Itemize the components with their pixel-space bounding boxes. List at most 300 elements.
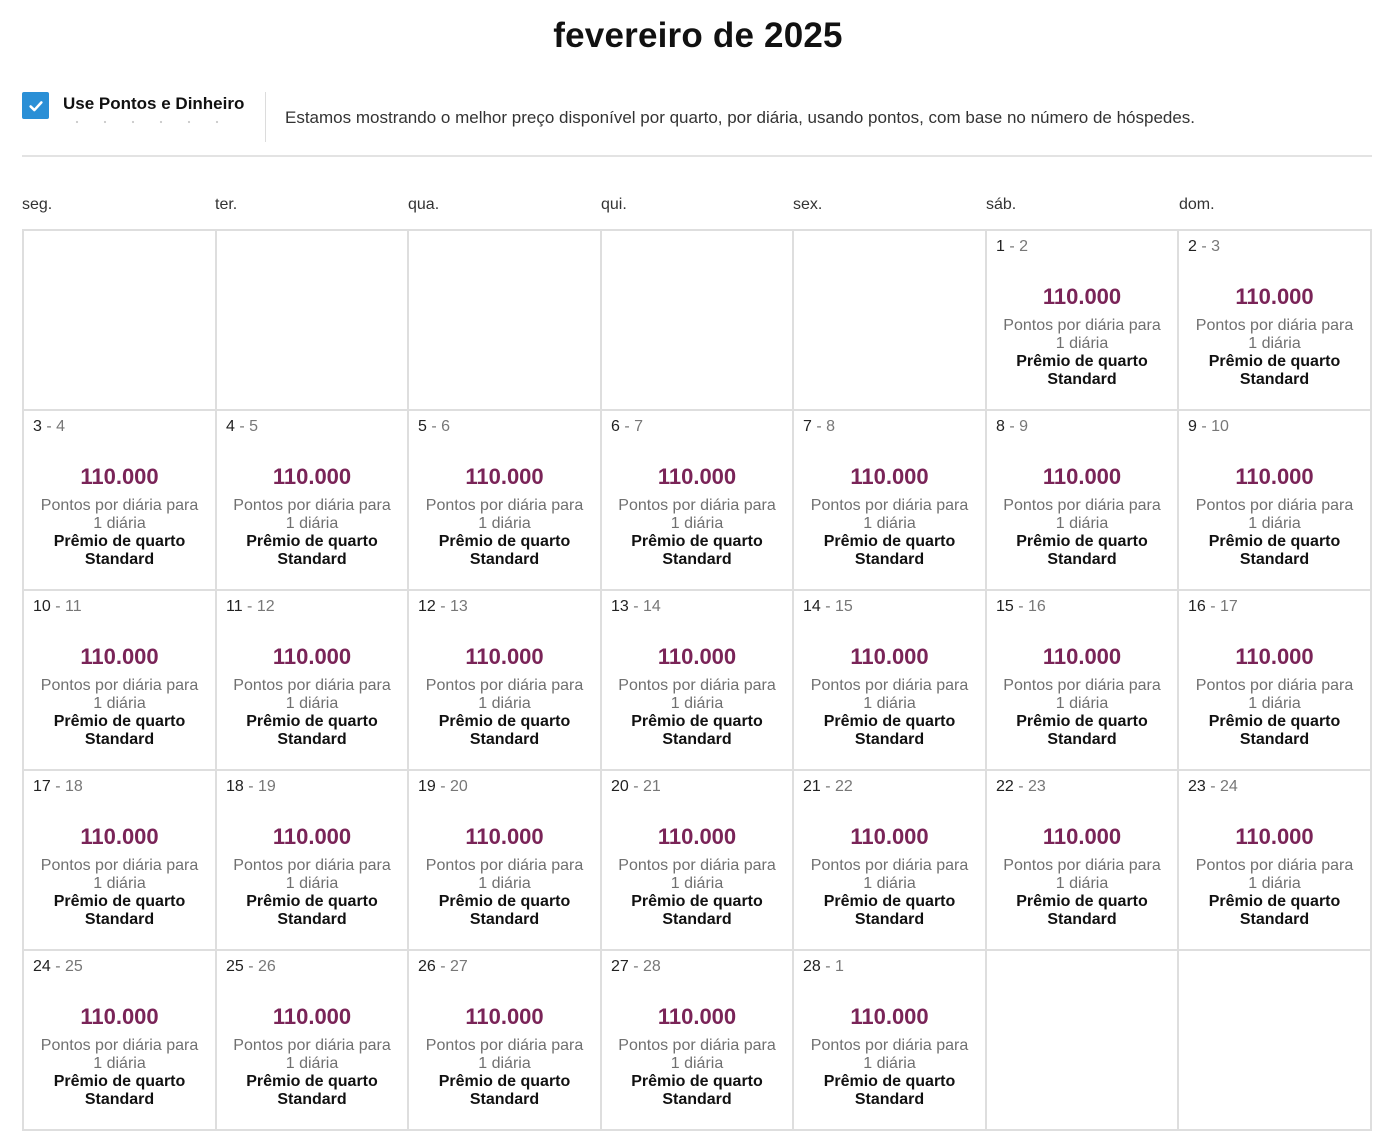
nights-label: 1 diária	[93, 515, 146, 532]
room-type-line-1: Prêmio de quarto	[1208, 713, 1341, 730]
price-info-text: Estamos mostrando o melhor preço disponível por quarto, por diária, usando pontos, com base no número de hóspedes.	[285, 108, 1196, 127]
calendar-day-cell[interactable]	[1179, 231, 1372, 411]
room-type	[1179, 353, 1370, 389]
checkout-day: 8	[826, 418, 836, 435]
date-range	[996, 778, 1046, 796]
room-type-line-1: Prêmio de quarto	[631, 1073, 763, 1090]
points-per-night-label: Pontos por diária para	[425, 677, 584, 694]
calendar-day-cell[interactable]	[217, 771, 409, 951]
checkin-day: 9	[1188, 418, 1197, 435]
checkin-day: 2	[1188, 238, 1197, 255]
points-description	[409, 1037, 600, 1073]
date-separator: -	[1013, 598, 1029, 615]
nights-label: 1 diária	[478, 875, 531, 892]
room-type-line-1: Prêmio de quarto	[823, 533, 956, 550]
points-price: 110.000	[657, 1004, 737, 1029]
calendar-empty-cell	[217, 231, 409, 411]
weekday-header-row	[22, 196, 1372, 218]
room-type	[217, 533, 407, 569]
points-per-night-label: Pontos por diária para	[1195, 497, 1354, 514]
date-separator: -	[243, 778, 259, 795]
checkin-day: 17	[33, 778, 51, 795]
points-description	[602, 1037, 792, 1073]
checkin-day: 14	[803, 598, 821, 615]
checkin-day: 27	[611, 958, 629, 975]
checkin-day: 5	[418, 418, 427, 435]
checkin-day: 6	[611, 418, 620, 435]
date-range	[1188, 238, 1220, 256]
checkin-day: 13	[611, 598, 629, 615]
calendar-day-cell[interactable]	[794, 591, 987, 771]
points-price: 110.000	[850, 824, 929, 849]
date-range	[226, 598, 275, 616]
weekday-label: qua.	[408, 196, 440, 213]
nights-label: 1 diária	[478, 695, 531, 712]
calendar-day-cell[interactable]	[987, 411, 1179, 591]
calendar-day-cell[interactable]	[794, 411, 987, 591]
points-per-night-label: Pontos por diária para	[1195, 317, 1354, 334]
checkin-day: 15	[996, 598, 1014, 615]
checkin-day: 11	[226, 598, 243, 615]
date-range	[1188, 598, 1238, 616]
points-description	[602, 497, 792, 533]
room-type-line-1: Prêmio de quarto	[823, 713, 956, 730]
checkout-day: 16	[1028, 598, 1046, 615]
room-type	[794, 533, 985, 569]
checkout-day: 7	[634, 418, 644, 435]
room-type-line-2: Standard	[854, 911, 925, 928]
calendar-day-cell[interactable]	[794, 771, 987, 951]
room-type	[24, 533, 215, 569]
date-range	[33, 418, 65, 436]
checkout-day: 12	[256, 598, 275, 615]
room-type	[24, 713, 215, 749]
date-separator: -	[234, 418, 250, 435]
points-price: 110.000	[80, 644, 159, 669]
nights-label: 1 diária	[285, 695, 339, 712]
checkout-day: 27	[450, 958, 468, 975]
checkout-day: 28	[643, 958, 661, 975]
checkout-day: 9	[1019, 418, 1029, 435]
room-type	[794, 893, 985, 929]
date-range	[996, 598, 1046, 616]
date-range	[418, 418, 450, 436]
points-description	[987, 497, 1177, 533]
nights-label: 1 diária	[93, 875, 146, 892]
points-price: 110.000	[657, 824, 737, 849]
room-type-line-2: Standard	[854, 731, 925, 748]
calendar-day-cell[interactable]	[602, 411, 794, 591]
nights-label: 1 diária	[1248, 335, 1301, 352]
calendar-day-cell[interactable]	[1179, 771, 1372, 951]
points-description	[1179, 317, 1370, 353]
date-range	[803, 958, 844, 976]
room-type-line-1: Prêmio de quarto	[631, 893, 763, 910]
points-description	[217, 497, 407, 533]
room-type	[217, 1073, 407, 1109]
points-description	[217, 857, 407, 893]
points-per-night-label: Pontos por diária para	[1003, 677, 1161, 694]
room-type	[794, 1073, 985, 1109]
points-description	[409, 677, 600, 713]
date-separator: -	[435, 778, 451, 795]
points-price: 110.000	[1042, 644, 1122, 669]
room-type	[794, 713, 985, 749]
checkin-day: 19	[418, 778, 436, 795]
calendar-day-cell[interactable]	[1179, 591, 1372, 771]
nights-label: 1 diária	[670, 1055, 724, 1072]
date-separator: -	[243, 958, 259, 975]
nights-label: 1 diária	[1055, 695, 1109, 712]
calendar-day-cell[interactable]	[602, 591, 794, 771]
checkin-day: 28	[803, 958, 821, 975]
date-separator: -	[50, 958, 66, 975]
nights-label: 1 diária	[1248, 695, 1301, 712]
room-type	[1179, 713, 1370, 749]
date-separator: -	[426, 418, 442, 435]
points-per-night-label: Pontos por diária para	[618, 1037, 776, 1054]
points-per-night-label: Pontos por diária para	[618, 857, 776, 874]
calendar-day-cell[interactable]	[987, 771, 1179, 951]
date-separator: -	[820, 598, 836, 615]
date-separator: -	[1196, 238, 1212, 255]
nights-label: 1 diária	[285, 515, 339, 532]
calendar-day-cell[interactable]	[24, 951, 217, 1131]
room-type-line-2: Standard	[84, 1091, 155, 1108]
points-per-night-label: Pontos por diária para	[1003, 497, 1161, 514]
points-description	[794, 1037, 985, 1073]
calendar-empty-cell	[1179, 951, 1372, 1131]
nights-label: 1 diária	[285, 1055, 339, 1072]
room-type-line-2: Standard	[1239, 371, 1310, 388]
date-separator: -	[628, 598, 644, 615]
room-type-line-1: Prêmio de quarto	[246, 1073, 378, 1090]
nights-label: 1 diária	[863, 875, 916, 892]
weekday-label: ter.	[215, 196, 238, 213]
nights-label: 1 diária	[478, 515, 531, 532]
room-type-line-1: Prêmio de quarto	[1208, 353, 1341, 370]
room-type-line-2: Standard	[469, 551, 540, 568]
room-type-line-1: Prêmio de quarto	[246, 713, 378, 730]
room-type-line-1: Prêmio de quarto	[631, 533, 763, 550]
date-range	[418, 958, 468, 976]
points-per-night-label: Pontos por diária para	[1003, 317, 1161, 334]
calendar-day-cell[interactable]	[602, 771, 794, 951]
date-range	[803, 418, 835, 436]
points-price: 110.000	[272, 1004, 352, 1029]
date-range	[803, 778, 853, 796]
room-type-line-2: Standard	[277, 911, 347, 928]
calendar-day-cell[interactable]	[409, 411, 602, 591]
checkout-day: 2	[1019, 238, 1029, 255]
date-range	[33, 598, 82, 616]
checkin-day: 21	[803, 778, 821, 795]
points-price: 110.000	[272, 644, 352, 669]
checkin-day: 10	[33, 598, 51, 615]
points-price: 110.000	[1235, 824, 1314, 849]
calendar-day-cell[interactable]	[602, 951, 794, 1131]
checkout-day: 22	[835, 778, 853, 795]
calendar-day-cell[interactable]	[987, 231, 1179, 411]
points-price: 110.000	[1235, 464, 1314, 489]
room-type-line-1: Prêmio de quarto	[53, 893, 186, 910]
checkin-day: 18	[226, 778, 244, 795]
room-type	[1179, 533, 1370, 569]
points-price: 110.000	[272, 464, 352, 489]
checkout-day: 21	[643, 778, 661, 795]
checkin-day: 16	[1188, 598, 1206, 615]
room-type	[602, 893, 792, 929]
room-type	[24, 1073, 215, 1109]
calendar-empty-cell	[602, 231, 794, 411]
date-separator: -	[1196, 418, 1212, 435]
weekday-label: sex.	[793, 196, 823, 213]
calendar-day-cell[interactable]	[217, 591, 409, 771]
date-separator: -	[50, 598, 66, 615]
calendar-empty-cell	[987, 951, 1179, 1131]
checkout-day: 11	[65, 598, 82, 615]
checkin-day: 23	[1188, 778, 1206, 795]
points-per-night-label: Pontos por diária para	[40, 857, 199, 874]
room-type-line-1: Prêmio de quarto	[1208, 533, 1341, 550]
points-description	[1179, 677, 1370, 713]
room-type	[409, 533, 600, 569]
date-separator: -	[1205, 598, 1221, 615]
date-separator: -	[1004, 238, 1020, 255]
room-type-line-2: Standard	[1047, 731, 1117, 748]
date-separator: -	[820, 958, 836, 975]
room-type	[987, 353, 1177, 389]
points-price: 110.000	[465, 644, 544, 669]
checkout-day: 15	[835, 598, 853, 615]
calendar-day-cell[interactable]	[987, 591, 1179, 771]
use-points-label[interactable]: Use Pontos e Dinheiro	[63, 94, 245, 113]
weekday-label: seg.	[22, 196, 53, 213]
points-price: 110.000	[80, 464, 159, 489]
calendar-day-cell[interactable]	[24, 771, 217, 951]
checkin-day: 24	[33, 958, 51, 975]
date-separator: -	[619, 418, 635, 435]
calendar-day-cell[interactable]	[1179, 411, 1372, 591]
checkin-day: 7	[803, 418, 812, 435]
room-type-line-1: Prêmio de quarto	[246, 533, 378, 550]
room-type-line-1: Prêmio de quarto	[53, 533, 186, 550]
date-separator: -	[435, 958, 451, 975]
points-description	[24, 497, 215, 533]
room-type-line-1: Prêmio de quarto	[1016, 533, 1148, 550]
date-range	[611, 778, 661, 796]
points-per-night-label: Pontos por diária para	[618, 677, 776, 694]
calendar-day-cell[interactable]	[794, 951, 987, 1131]
checkin-day: 1	[996, 238, 1005, 255]
room-type-line-2: Standard	[662, 911, 732, 928]
checkin-day: 26	[418, 958, 436, 975]
room-type-line-2: Standard	[854, 1091, 925, 1108]
calendar-empty-cell	[794, 231, 987, 411]
nights-label: 1 diária	[1055, 515, 1109, 532]
date-separator: -	[1205, 778, 1221, 795]
date-separator: -	[242, 598, 257, 615]
room-type-line-1: Prêmio de quarto	[1208, 893, 1341, 910]
room-type-line-2: Standard	[277, 731, 347, 748]
room-type-line-2: Standard	[1047, 371, 1117, 388]
checkin-day: 3	[33, 418, 42, 435]
room-type	[24, 893, 215, 929]
calendar-day-cell[interactable]	[24, 591, 217, 771]
points-per-night-label: Pontos por diária para	[810, 1037, 969, 1054]
room-type-line-1: Prêmio de quarto	[438, 893, 571, 910]
room-type-line-2: Standard	[469, 1091, 540, 1108]
checkout-day: 23	[1028, 778, 1046, 795]
points-price: 110.000	[657, 464, 737, 489]
nights-label: 1 diária	[670, 875, 724, 892]
points-description	[1179, 857, 1370, 893]
checkout-day: 24	[1220, 778, 1238, 795]
points-per-night-label: Pontos por diária para	[810, 497, 969, 514]
room-type-line-2: Standard	[469, 911, 540, 928]
room-type-line-2: Standard	[1239, 551, 1310, 568]
room-type-line-2: Standard	[854, 551, 925, 568]
points-description	[987, 317, 1177, 353]
room-type-line-2: Standard	[662, 731, 732, 748]
room-type-line-1: Prêmio de quarto	[53, 1073, 186, 1090]
points-description	[409, 857, 600, 893]
weekday-label: dom.	[1179, 196, 1215, 213]
calendar-day-cell[interactable]	[217, 411, 409, 591]
checkin-day: 25	[226, 958, 244, 975]
checkout-day: 18	[65, 778, 83, 795]
points-price: 110.000	[465, 824, 544, 849]
room-type-line-2: Standard	[1047, 551, 1117, 568]
nights-label: 1 diária	[285, 875, 339, 892]
calendar-grid	[22, 229, 1372, 1131]
points-per-night-label: Pontos por diária para	[233, 857, 391, 874]
date-range	[996, 238, 1028, 256]
date-range	[611, 418, 643, 436]
date-separator: -	[628, 958, 644, 975]
checkmark-icon	[27, 97, 45, 115]
date-range	[418, 598, 468, 616]
points-price: 110.000	[1042, 284, 1122, 309]
room-type-line-1: Prêmio de quarto	[1016, 353, 1148, 370]
room-type-line-1: Prêmio de quarto	[53, 713, 186, 730]
nights-label: 1 diária	[93, 1055, 146, 1072]
date-range	[996, 418, 1028, 436]
nights-label: 1 diária	[93, 695, 146, 712]
points-description	[24, 1037, 215, 1073]
date-separator: -	[1004, 418, 1020, 435]
room-type-line-2: Standard	[277, 1091, 347, 1108]
checkout-day: 26	[258, 958, 276, 975]
points-filter-bar	[22, 88, 1372, 144]
points-description	[602, 857, 792, 893]
points-per-night-label: Pontos por diária para	[425, 1037, 584, 1054]
points-price: 110.000	[80, 1004, 159, 1029]
date-separator: -	[820, 778, 836, 795]
calendar-empty-cell	[24, 231, 217, 411]
room-type	[409, 893, 600, 929]
room-type-line-2: Standard	[84, 911, 155, 928]
points-description	[602, 677, 792, 713]
points-per-night-label: Pontos por diária para	[40, 497, 199, 514]
nights-label: 1 diária	[478, 1055, 531, 1072]
points-description	[987, 677, 1177, 713]
date-range	[611, 598, 661, 616]
room-type	[1179, 893, 1370, 929]
checkout-day: 3	[1211, 238, 1221, 255]
date-separator: -	[41, 418, 57, 435]
checkout-day: 19	[258, 778, 276, 795]
room-type-line-1: Prêmio de quarto	[438, 713, 571, 730]
room-type	[602, 713, 792, 749]
points-description	[987, 857, 1177, 893]
points-per-night-label: Pontos por diária para	[810, 677, 969, 694]
room-type-line-1: Prêmio de quarto	[823, 1073, 956, 1090]
checkin-day: 20	[611, 778, 629, 795]
points-price: 110.000	[272, 824, 352, 849]
points-description	[794, 857, 985, 893]
calendar-day-cell[interactable]	[217, 951, 409, 1131]
calendar-day-cell[interactable]	[409, 771, 602, 951]
checkin-day: 8	[996, 418, 1005, 435]
nights-label: 1 diária	[1248, 875, 1301, 892]
points-price: 110.000	[1235, 284, 1314, 309]
nights-label: 1 diária	[1055, 875, 1109, 892]
room-type-line-1: Prêmio de quarto	[1016, 713, 1148, 730]
room-type-line-1: Prêmio de quarto	[438, 1073, 571, 1090]
room-type	[602, 1073, 792, 1109]
nights-label: 1 diária	[863, 1055, 916, 1072]
room-type-line-1: Prêmio de quarto	[1016, 893, 1148, 910]
date-range	[226, 958, 276, 976]
date-range	[803, 598, 853, 616]
room-type-line-2: Standard	[277, 551, 347, 568]
room-type-line-2: Standard	[469, 731, 540, 748]
date-range	[1188, 778, 1238, 796]
calendar-day-cell[interactable]	[409, 951, 602, 1131]
date-separator: -	[811, 418, 827, 435]
points-description	[217, 677, 407, 713]
checkout-day: 10	[1211, 418, 1229, 435]
calendar-day-cell[interactable]	[24, 411, 217, 591]
points-per-night-label: Pontos por diária para	[233, 677, 391, 694]
checkout-day: 13	[450, 598, 468, 615]
use-points-checkbox[interactable]	[22, 92, 49, 119]
checkin-day: 12	[418, 598, 436, 615]
points-per-night-label: Pontos por diária para	[233, 497, 391, 514]
points-description	[217, 1037, 407, 1073]
room-type-line-2: Standard	[662, 1091, 732, 1108]
checkout-day: 1	[835, 958, 844, 975]
date-separator: -	[628, 778, 644, 795]
section-divider	[22, 155, 1372, 157]
weekday-label: sáb.	[986, 196, 1017, 213]
points-per-night-label: Pontos por diária para	[425, 497, 584, 514]
checkout-day: 5	[249, 418, 259, 435]
room-type	[987, 893, 1177, 929]
date-range	[226, 418, 258, 436]
checkin-day: 22	[996, 778, 1014, 795]
points-per-night-label: Pontos por diária para	[810, 857, 969, 874]
date-range	[418, 778, 468, 796]
points-per-night-label: Pontos por diária para	[618, 497, 776, 514]
room-type	[409, 713, 600, 749]
nights-label: 1 diária	[863, 515, 916, 532]
calendar-day-cell[interactable]	[409, 591, 602, 771]
room-type-line-2: Standard	[662, 551, 732, 568]
checkout-day: 20	[450, 778, 468, 795]
nights-label: 1 diária	[1055, 335, 1109, 352]
